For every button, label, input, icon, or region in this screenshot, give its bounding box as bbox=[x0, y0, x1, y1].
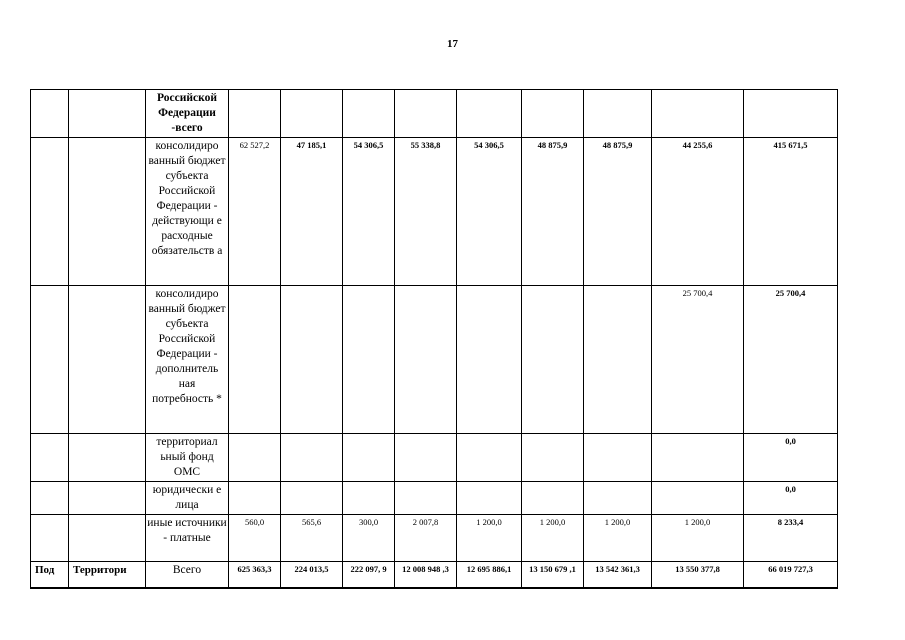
cell-col2 bbox=[69, 138, 146, 286]
cell-value bbox=[281, 482, 343, 515]
cell-value bbox=[522, 434, 584, 482]
cell-col2: Территори bbox=[69, 562, 146, 588]
row-name: Всего bbox=[146, 562, 229, 588]
cell-col1 bbox=[31, 434, 69, 482]
cell-value bbox=[281, 90, 343, 138]
table-row bbox=[31, 434, 838, 482]
cell-total: 25 700,4 bbox=[744, 286, 838, 434]
cell-col1 bbox=[31, 138, 69, 286]
row-name: консолидиро ванный бюджет субъекта Российской Федерации - действующи е расходные обязательств а bbox=[146, 138, 229, 286]
cell-col2 bbox=[69, 286, 146, 434]
cell-total: 66 019 727,3 bbox=[744, 562, 838, 588]
row-name: юридически е лица bbox=[146, 482, 229, 515]
cell-value bbox=[229, 482, 281, 515]
cell-value bbox=[395, 434, 457, 482]
cell-total: 0,0 bbox=[744, 482, 838, 515]
cell-value bbox=[584, 482, 652, 515]
cell-value: 1 200,0 bbox=[457, 515, 522, 562]
table-row bbox=[31, 286, 838, 434]
cell-value: 625 363,3 bbox=[229, 562, 281, 588]
cell-value bbox=[229, 286, 281, 434]
row-name: территориал ьный фонд ОМС bbox=[146, 434, 229, 482]
cell-value: 54 306,5 bbox=[457, 138, 522, 286]
cell-value bbox=[584, 286, 652, 434]
row-name: консолидиро ванный бюджет субъекта Российской Федерации - дополнитель ная потребность * bbox=[146, 286, 229, 434]
table-row bbox=[31, 515, 838, 562]
cell-total: 8 233,4 bbox=[744, 515, 838, 562]
cell-value: 13 150 679 ,1 bbox=[522, 562, 584, 588]
cell-value bbox=[522, 286, 584, 434]
cell-value bbox=[652, 482, 744, 515]
cell-value: 224 013,5 bbox=[281, 562, 343, 588]
cell-col2 bbox=[69, 515, 146, 562]
cell-value: 222 097, 9 bbox=[343, 562, 395, 588]
cell-value: 560,0 bbox=[229, 515, 281, 562]
cell-value: 300,0 bbox=[343, 515, 395, 562]
cell-total bbox=[744, 90, 838, 138]
table-row bbox=[31, 562, 838, 588]
cell-value bbox=[395, 90, 457, 138]
cell-total: 0,0 bbox=[744, 434, 838, 482]
cell-value: 44 255,6 bbox=[652, 138, 744, 286]
cell-value: 13 542 361,3 bbox=[584, 562, 652, 588]
cell-value bbox=[457, 286, 522, 434]
table-row bbox=[31, 90, 838, 138]
cell-value: 12 008 948 ,3 bbox=[395, 562, 457, 588]
cell-col2 bbox=[69, 90, 146, 138]
cell-value: 48 875,9 bbox=[584, 138, 652, 286]
cell-value bbox=[395, 482, 457, 515]
cell-value: 62 527,2 bbox=[229, 138, 281, 286]
table-row bbox=[31, 138, 838, 286]
cell-value bbox=[229, 434, 281, 482]
cell-value bbox=[652, 434, 744, 482]
cell-value bbox=[522, 90, 584, 138]
cell-value bbox=[457, 482, 522, 515]
cell-value bbox=[343, 90, 395, 138]
cell-value: 1 200,0 bbox=[522, 515, 584, 562]
cell-value bbox=[522, 482, 584, 515]
cell-value bbox=[281, 286, 343, 434]
cell-value: 55 338,8 bbox=[395, 138, 457, 286]
page-number: 17 bbox=[447, 38, 458, 50]
cell-value bbox=[343, 482, 395, 515]
table-row bbox=[31, 482, 838, 515]
cell-value: 12 695 886,1 bbox=[457, 562, 522, 588]
row-name: иные источники - платные bbox=[146, 515, 229, 562]
cell-value bbox=[395, 286, 457, 434]
cell-value bbox=[584, 434, 652, 482]
cell-col2 bbox=[69, 434, 146, 482]
cell-col2 bbox=[69, 482, 146, 515]
cell-value: 565,6 bbox=[281, 515, 343, 562]
cell-value bbox=[457, 90, 522, 138]
cell-value bbox=[652, 90, 744, 138]
cell-value: 1 200,0 bbox=[652, 515, 744, 562]
cell-col1 bbox=[31, 515, 69, 562]
cell-value: 2 007,8 bbox=[395, 515, 457, 562]
cell-value bbox=[457, 434, 522, 482]
cell-col1 bbox=[31, 286, 69, 434]
cell-value bbox=[584, 90, 652, 138]
cell-col1 bbox=[31, 482, 69, 515]
cell-value bbox=[343, 286, 395, 434]
cell-value: 48 875,9 bbox=[522, 138, 584, 286]
cell-col1 bbox=[31, 90, 69, 138]
cell-value bbox=[281, 434, 343, 482]
cell-col1: Под bbox=[31, 562, 69, 588]
cell-value: 1 200,0 bbox=[584, 515, 652, 562]
cell-value: 13 550 377,8 bbox=[652, 562, 744, 588]
cell-value: 47 185,1 bbox=[281, 138, 343, 286]
budget-table bbox=[30, 89, 838, 589]
row-name: Российской Федерации -всего bbox=[146, 90, 229, 138]
cell-value bbox=[229, 90, 281, 138]
cell-value bbox=[343, 434, 395, 482]
cell-total: 415 671,5 bbox=[744, 138, 838, 286]
cell-value: 25 700,4 bbox=[652, 286, 744, 434]
cell-value: 54 306,5 bbox=[343, 138, 395, 286]
